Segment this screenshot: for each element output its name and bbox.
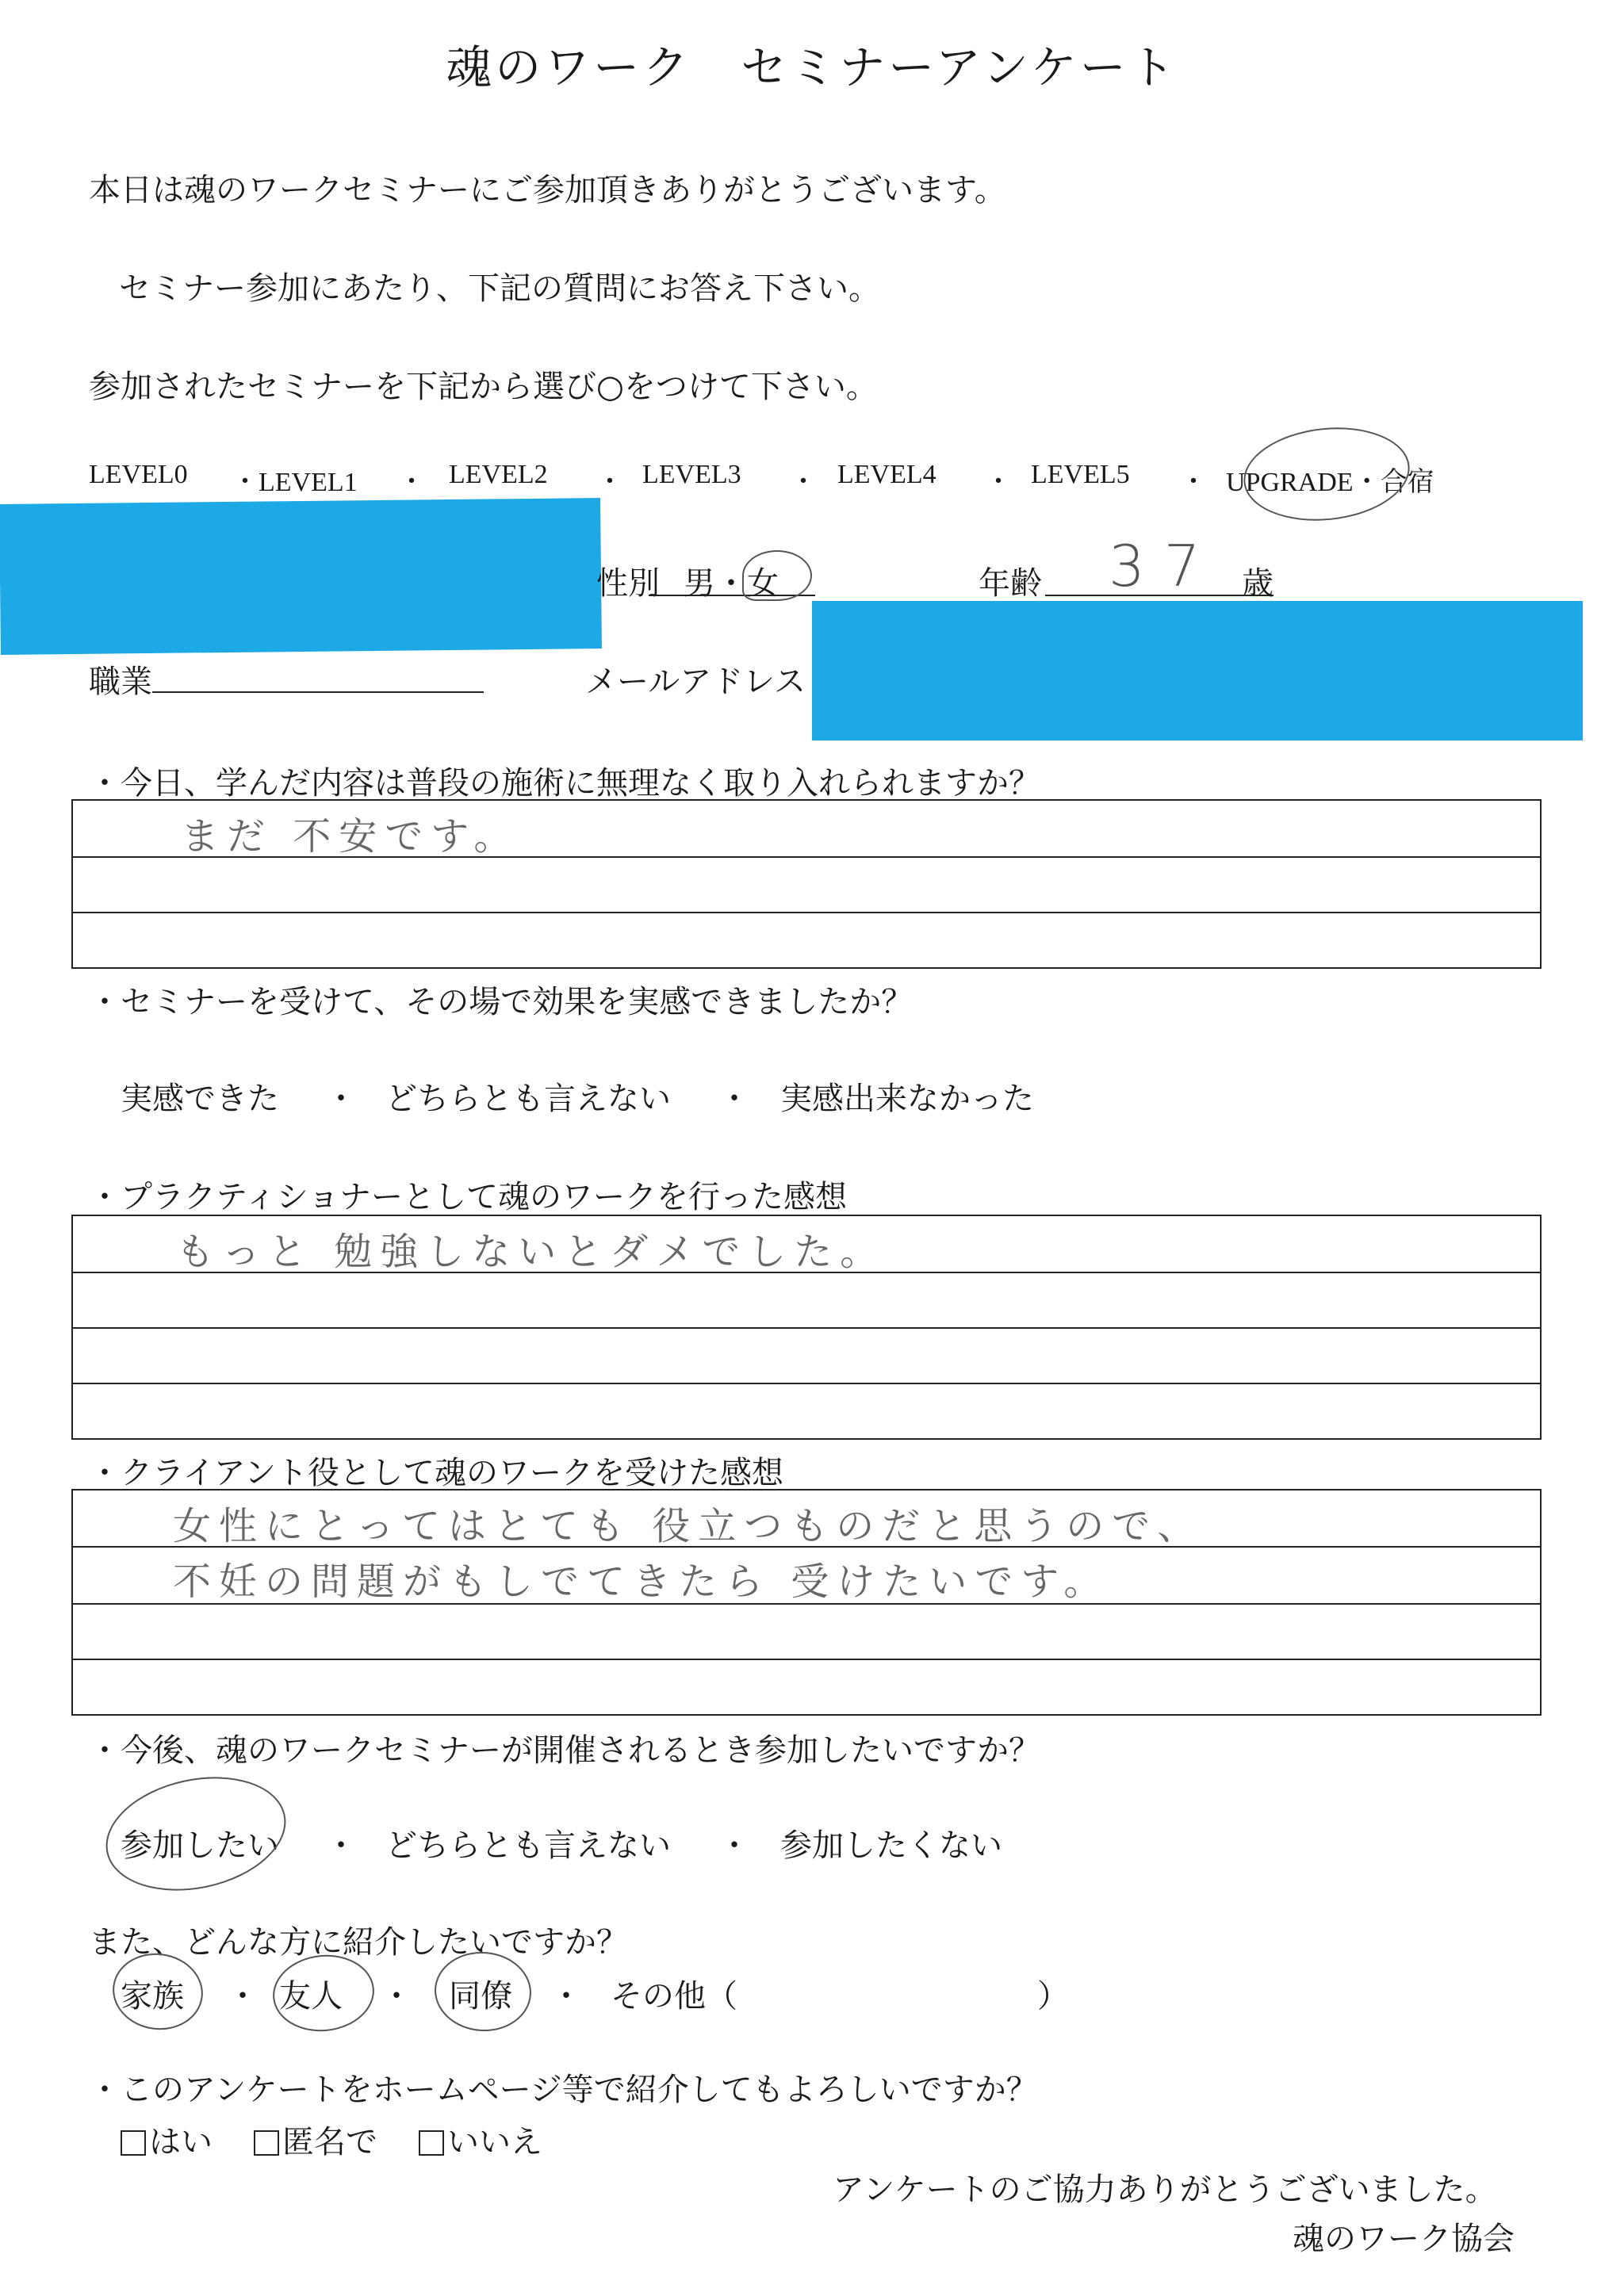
q7-option-yes[interactable]: [121, 2117, 213, 2162]
gender-selection-circle: [742, 550, 812, 601]
answer-row-line: [73, 912, 1540, 913]
q4-handwritten-answer-line-1: 女性にとってはとても 役立つものだと思うので、: [173, 1504, 1204, 1548]
q5-option-yes: 参加したい: [121, 1827, 279, 1864]
level-5: LEVEL5: [1031, 460, 1130, 489]
footer-thanks: アンケートのご協力ありがとうございました。: [833, 2172, 1497, 2208]
level-sep: ・: [790, 468, 817, 497]
page-title: 魂のワーク セミナーアンケート: [446, 40, 1178, 94]
q7-option-anonymous-label: 匿名で: [282, 2124, 377, 2160]
redaction-tape-name: [0, 498, 602, 655]
level-sep: ・: [398, 468, 425, 497]
q1-handwritten-answer: まだ 不安です。: [181, 814, 520, 859]
job-label: 職業: [89, 664, 152, 700]
q5-option-neutral: どちらとも言えない: [385, 1827, 671, 1864]
q5-option-no: 参加したくない: [780, 1827, 1002, 1864]
q2-sep: ・: [325, 1081, 357, 1117]
q6-circle-friend: [269, 1950, 377, 2037]
q1-answer-box: [71, 799, 1542, 969]
q2-sep: ・: [718, 1081, 750, 1117]
level-0: LEVEL0: [89, 460, 188, 489]
q6-sep: ・: [227, 1978, 259, 2015]
answer-row-line: [73, 1327, 1540, 1329]
level-2: LEVEL2: [449, 460, 548, 489]
level-sep: ・: [596, 468, 623, 497]
gender-options: 男・女: [684, 565, 779, 602]
q5-question: ・今後、魂のワークセミナーが開催されるとき参加したいですか？: [89, 1732, 1040, 1769]
checkbox[interactable]: [419, 2130, 444, 2156]
age-underline: [1045, 595, 1274, 596]
q6-option-friend: 友人: [279, 1978, 343, 2015]
q4-handwritten-answer-line-2: 不妊の問題がもしでてきたら 受けたいです。: [173, 1559, 1110, 1604]
q6-question: また、どんな方に紹介したいですか？: [89, 1924, 628, 1961]
age-unit: 歳: [1242, 565, 1274, 602]
gender-label: 性別: [596, 565, 660, 602]
answer-row-line: [73, 1383, 1540, 1384]
q7-option-no-label: いいえ: [447, 2124, 542, 2160]
q6-sep: ・: [381, 1978, 412, 2015]
q5-selection-circle: [95, 1762, 297, 1907]
level-1: ・LEVEL1: [232, 468, 358, 497]
q5-sep: ・: [325, 1827, 357, 1864]
level-4: LEVEL4: [837, 460, 936, 489]
intro-line-1: 本日は魂のワークセミナーにご参加頂きありがとうございます。: [89, 172, 1006, 209]
q3-question: ・プラクティショナーとして魂のワークを行った感想: [89, 1179, 847, 1215]
q6-sep: ・: [550, 1978, 582, 2015]
q3-handwritten-answer: もっと 勉強しないとダメでした。: [176, 1230, 887, 1274]
q7-option-yes-label: はい: [149, 2124, 213, 2160]
level-3: LEVEL3: [642, 460, 741, 489]
q3-answer-box: [71, 1215, 1542, 1440]
q2-option-felt: 実感できた: [121, 1081, 279, 1117]
redaction-tape-email: [812, 601, 1583, 740]
age-label: 年齢: [979, 565, 1042, 602]
q1-question: ・今日、学んだ内容は普段の施術に無理なく取り入れられますか？: [89, 765, 1040, 802]
footer-organization: 魂のワーク協会: [1293, 2221, 1515, 2257]
q6-option-other: その他（: [611, 1978, 737, 2015]
email-label: メールアドレス: [585, 664, 806, 700]
q2-question: ・セミナーを受けて、その場で効果を実感できましたか？: [89, 984, 914, 1020]
answer-row-line: [73, 1659, 1540, 1660]
checkbox[interactable]: [121, 2130, 146, 2156]
q7-question: ・このアンケートをホームページ等で紹介してもよろしいですか？: [89, 2072, 1038, 2108]
intro-line-3: 参加されたセミナーを下記から選び○をつけて下さい。: [89, 369, 878, 405]
age-value: 37: [1109, 533, 1220, 599]
level-sep: ・: [985, 468, 1012, 497]
intro-line-2: セミナー参加にあたり、下記の質問にお答え下さい。: [119, 270, 880, 307]
q6-other-close-paren: ）: [1037, 1978, 1069, 2015]
level-selection-circle: [1239, 419, 1415, 528]
level-upgrade: UPGRADE・合宿: [1226, 468, 1434, 497]
q5-sep: ・: [718, 1827, 750, 1864]
q4-question: ・クライアント役として魂のワークを受けた感想: [89, 1455, 783, 1491]
q7-option-anonymous[interactable]: [254, 2117, 377, 2162]
checkbox[interactable]: [254, 2130, 279, 2156]
job-underline: [152, 691, 484, 693]
q2-option-neutral: どちらとも言えない: [385, 1081, 671, 1117]
q2-option-not-felt: 実感出来なかった: [780, 1081, 1034, 1117]
q7-option-no[interactable]: [419, 2117, 542, 2162]
q6-option-colleague: 同僚: [449, 1978, 512, 2015]
q4-answer-box: [71, 1489, 1542, 1716]
level-sep: ・: [1180, 468, 1207, 497]
q6-option-family: 家族: [121, 1978, 184, 2015]
